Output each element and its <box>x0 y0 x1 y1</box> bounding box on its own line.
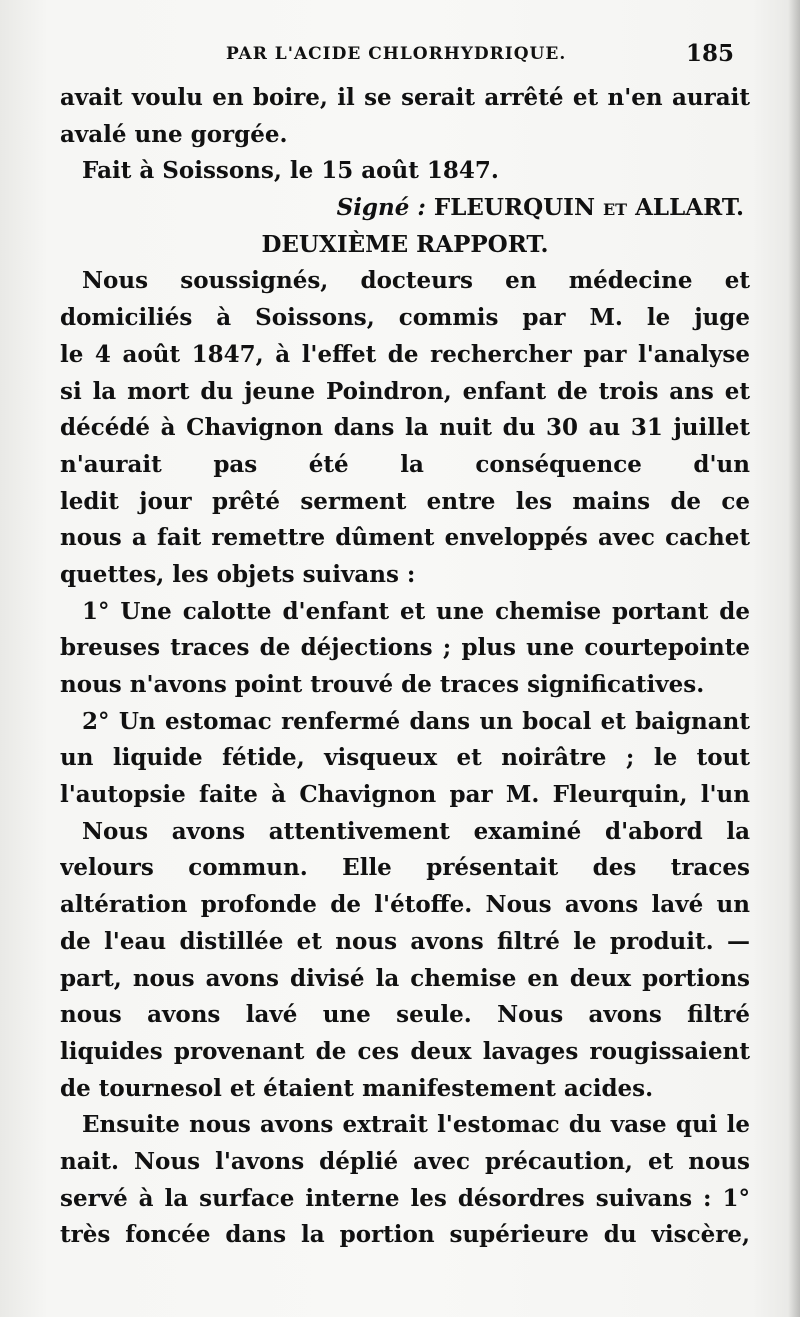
text-line: Nous avons attentivement examiné d'abord la <box>82 817 750 845</box>
text-line: servé à la surface interne les désordres suivans : 1° <box>60 1184 750 1212</box>
text-line: avalé une gorgée. <box>60 120 288 148</box>
section-title: DEUXIÈME RAPPORT. <box>261 230 549 258</box>
text-line: part, nous avons divisé la chemise en deux portions <box>60 964 750 992</box>
text-line: nous a fait remettre dûment enveloppés avec cachet <box>60 524 750 552</box>
page-number: 185 <box>685 40 734 67</box>
text-line: quettes, les objets suivans : <box>60 560 416 588</box>
text-line: décédé à Chavignon dans la nuit du 30 au 31 juillet <box>60 414 750 442</box>
signature-label: Signé : <box>336 194 426 222</box>
text-line: nait. Nous l'avons déplié avec précaution, et nous <box>60 1147 750 1175</box>
page-header <box>76 38 744 72</box>
text-line: de l'eau distillée et nous avons filtré le produit. — <box>60 927 750 955</box>
text-line: l'autopsie faite à Chavignon par M. Fleurquin, l'un <box>60 781 750 809</box>
text-line: Nous soussignés, docteurs en médecine et <box>82 267 750 295</box>
text-line: breuses traces de déjections ; plus une courtepointe <box>60 634 750 662</box>
text-line: Fait à Soissons, le 15 août 1847. <box>82 157 499 185</box>
text-line: 1° Une calotte d'enfant et une chemise portant de <box>82 597 750 625</box>
text-line: liquides provenant de ces deux lavages rougissaient <box>60 1037 750 1065</box>
text-line: velours commun. Elle présentait des traces <box>60 854 750 882</box>
text-line: ledit jour prêté serment entre les mains de ce <box>60 487 750 515</box>
text-line: un liquide fétide, visqueux et noirâtre ; le tout <box>60 744 750 772</box>
text-line: altération profonde de l'étoffe. Nous avons lavé un <box>60 891 750 919</box>
text-line: très foncée dans la portion supérieure du viscère, <box>60 1221 750 1249</box>
running-head: PAR L'ACIDE CHLORHYDRIQUE. <box>226 44 567 64</box>
text-line: nous avons lavé une seule. Nous avons filtré <box>60 1001 750 1029</box>
signature <box>60 190 750 227</box>
page-edge-shadow <box>788 0 800 1317</box>
text-line: avait voulu en boire, il se serait arrêté et n'en aurait <box>60 84 750 111</box>
text-line: domiciliés à Soissons, commis par M. le juge <box>60 304 750 332</box>
text-line: Ensuite nous avons extrait l'estomac du vase qui le <box>82 1111 750 1139</box>
signature-names: FLEURQUIN et ALLART. <box>433 194 744 222</box>
text-line: n'aurait pas été la conséquence d'un <box>60 450 750 478</box>
page-body <box>60 80 750 1254</box>
text-line: le 4 août 1847, à l'effet de rechercher par l'analyse <box>60 340 750 368</box>
text-line: 2° Un estomac renfermé dans un bocal et baignant <box>82 707 750 735</box>
text-line: si la mort du jeune Poindron, enfant de trois ans et <box>60 377 750 405</box>
text-line: nous n'avons point trouvé de traces significatives. <box>60 671 705 698</box>
text-line: de tournesol et étaient manifestement acides. <box>60 1074 654 1102</box>
